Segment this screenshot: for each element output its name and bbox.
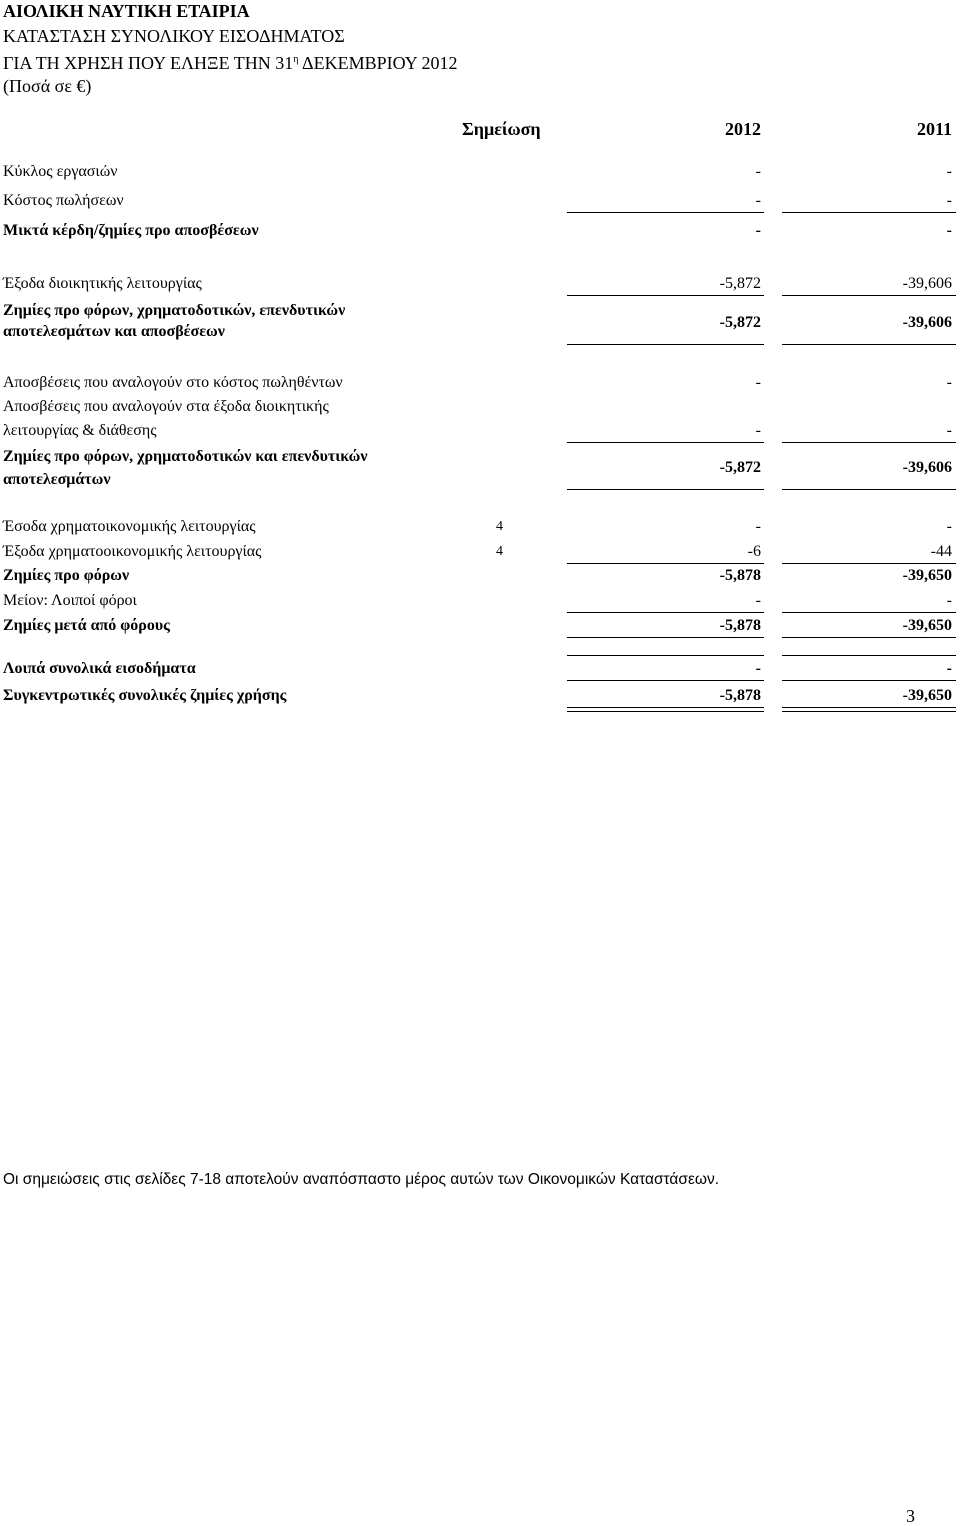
underline <box>782 563 956 564</box>
underline <box>567 563 764 564</box>
double-underline <box>782 707 956 708</box>
row-2012-ebitda: -5,872 <box>719 314 761 331</box>
row-2011-cost-of-sales: - <box>946 192 952 209</box>
underline <box>782 655 956 656</box>
underline <box>567 344 764 345</box>
row-2011-fin-expense: -44 <box>930 543 952 560</box>
row-label-dep-admin-1: Αποσβέσεις που αναλογούν στα έξοδα διοικητικής <box>3 398 329 415</box>
row-2011-revenue: - <box>946 163 952 180</box>
footer-note: Οι σημειώσεις στις σελίδες 7-18 αποτελούν αναπόσπαστο μέρος αυτών των Οικονομικών Καταστάσεων. <box>3 1171 720 1188</box>
row-2011-other-taxes: - <box>946 592 952 609</box>
row-label-ebit-2: αποτελεσμάτων <box>3 471 111 488</box>
row-2012-dep-cost: - <box>755 374 761 391</box>
row-label-ebitda-2: αποτελεσμάτων και αποσβέσεων <box>3 323 225 340</box>
col-2012-header: 2012 <box>725 119 761 139</box>
row-2011-oci: - <box>946 660 952 677</box>
company-name: ΑΙΟΛΙΚΗ ΝΑΥΤΙΚΗ ΕΤΑΙΡΙΑ <box>3 1 250 21</box>
underline <box>782 442 956 443</box>
underline <box>782 212 956 213</box>
row-2011-ebitda: -39,606 <box>902 314 952 331</box>
row-2011-ebit: -39,606 <box>902 459 952 476</box>
period-sup: η <box>293 54 299 65</box>
underline <box>567 680 764 681</box>
row-label-gross: Μικτά κέρδη/ζημίες προ αποσβέσεων <box>3 222 259 239</box>
double-underline <box>782 711 956 712</box>
row-2011-fin-income: - <box>946 518 952 535</box>
row-note-fin-income: 4 <box>496 519 503 534</box>
underline <box>567 655 764 656</box>
row-2011-dep-cost: - <box>946 374 952 391</box>
row-label-ebitda-1: Ζημίες προ φόρων, χρηματοδοτικών, επενδυτικών <box>3 302 346 319</box>
row-2012-revenue: - <box>755 163 761 180</box>
row-2012-other-taxes: - <box>755 592 761 609</box>
period-suffix: ΔΕΚΕΜΒΡΙΟΥ 2012 <box>298 53 458 73</box>
row-2012-total: -5,878 <box>719 687 761 704</box>
row-note-fin-expense: 4 <box>496 544 503 559</box>
page-number: 3 <box>906 1506 915 1526</box>
row-2012-ebt: -5,878 <box>719 567 761 584</box>
row-label-fin-income: Έσοδα χρηματοικονομικής λειτουργίας <box>3 518 256 535</box>
row-2011-ebt: -39,650 <box>902 567 952 584</box>
underline <box>567 212 764 213</box>
row-label-oci: Λοιπά συνολικά εισοδήματα <box>3 660 196 677</box>
row-2011-gross: - <box>946 222 952 239</box>
underline <box>567 442 764 443</box>
row-2012-ebit: -5,872 <box>719 459 761 476</box>
row-2011-dep-admin: - <box>946 422 952 439</box>
row-2012-fin-expense: -6 <box>747 543 761 560</box>
row-2011-total: -39,650 <box>902 687 952 704</box>
col-2011-header: 2011 <box>916 119 952 139</box>
row-label-ebit-1: Ζημίες προ φόρων, χρηματοδοτικών και επενδυτικών <box>3 448 368 465</box>
row-label-dep-cost: Αποσβέσεις που αναλογούν στο κόστος πωληθέντων <box>3 374 343 391</box>
underline <box>567 637 764 638</box>
row-label-other-taxes: Μείον: Λοιποί φόροι <box>3 592 137 609</box>
underline <box>567 489 764 490</box>
col-note-header: Σημείωση <box>462 119 541 139</box>
underline <box>782 344 956 345</box>
row-label-total: Συγκεντρωτικές συνολικές ζημίες χρήσης <box>3 687 287 704</box>
underline <box>567 295 764 296</box>
underline <box>782 680 956 681</box>
row-2012-fin-income: - <box>755 518 761 535</box>
double-underline <box>567 711 764 712</box>
row-2012-admin: -5,872 <box>719 275 761 292</box>
row-label-cost-of-sales: Κόστος πωλήσεων <box>3 192 124 209</box>
row-label-ebt: Ζημίες προ φόρων <box>3 567 130 584</box>
underline <box>782 637 956 638</box>
row-2012-oci: - <box>755 660 761 677</box>
row-2011-admin: -39,606 <box>902 275 952 292</box>
row-label-fin-expense: Έξοδα χρηματοοικονομικής λειτουργίας <box>3 543 262 560</box>
underline <box>567 612 764 613</box>
row-2011-net: -39,650 <box>902 617 952 634</box>
underline <box>782 612 956 613</box>
period-prefix: ΓΙΑ ΤΗ ΧΡΗΣΗ ΠΟΥ ΕΛΗΞΕ ΤΗΝ 31 <box>3 53 294 73</box>
row-label-net: Ζημίες μετά από φόρους <box>3 617 170 634</box>
row-2012-dep-admin: - <box>755 422 761 439</box>
row-2012-cost-of-sales: - <box>755 192 761 209</box>
currency-note: (Ποσά σε €) <box>3 76 92 96</box>
underline <box>782 295 956 296</box>
statement-title: ΚΑΤΑΣΤΑΣΗ ΣΥΝΟΛΙΚΟΥ ΕΙΣΟΔΗΜΑΤΟΣ <box>3 26 345 46</box>
row-label-admin: Έξοδα διοικητικής λειτουργίας <box>3 275 202 292</box>
underline <box>782 489 956 490</box>
period-title <box>3 49 458 74</box>
row-label-revenue: Κύκλος εργασιών <box>3 163 118 180</box>
row-2012-net: -5,878 <box>719 617 761 634</box>
row-2012-gross: - <box>755 222 761 239</box>
row-label-dep-admin-2: λειτουργίας & διάθεσης <box>3 422 157 439</box>
double-underline <box>567 707 764 708</box>
